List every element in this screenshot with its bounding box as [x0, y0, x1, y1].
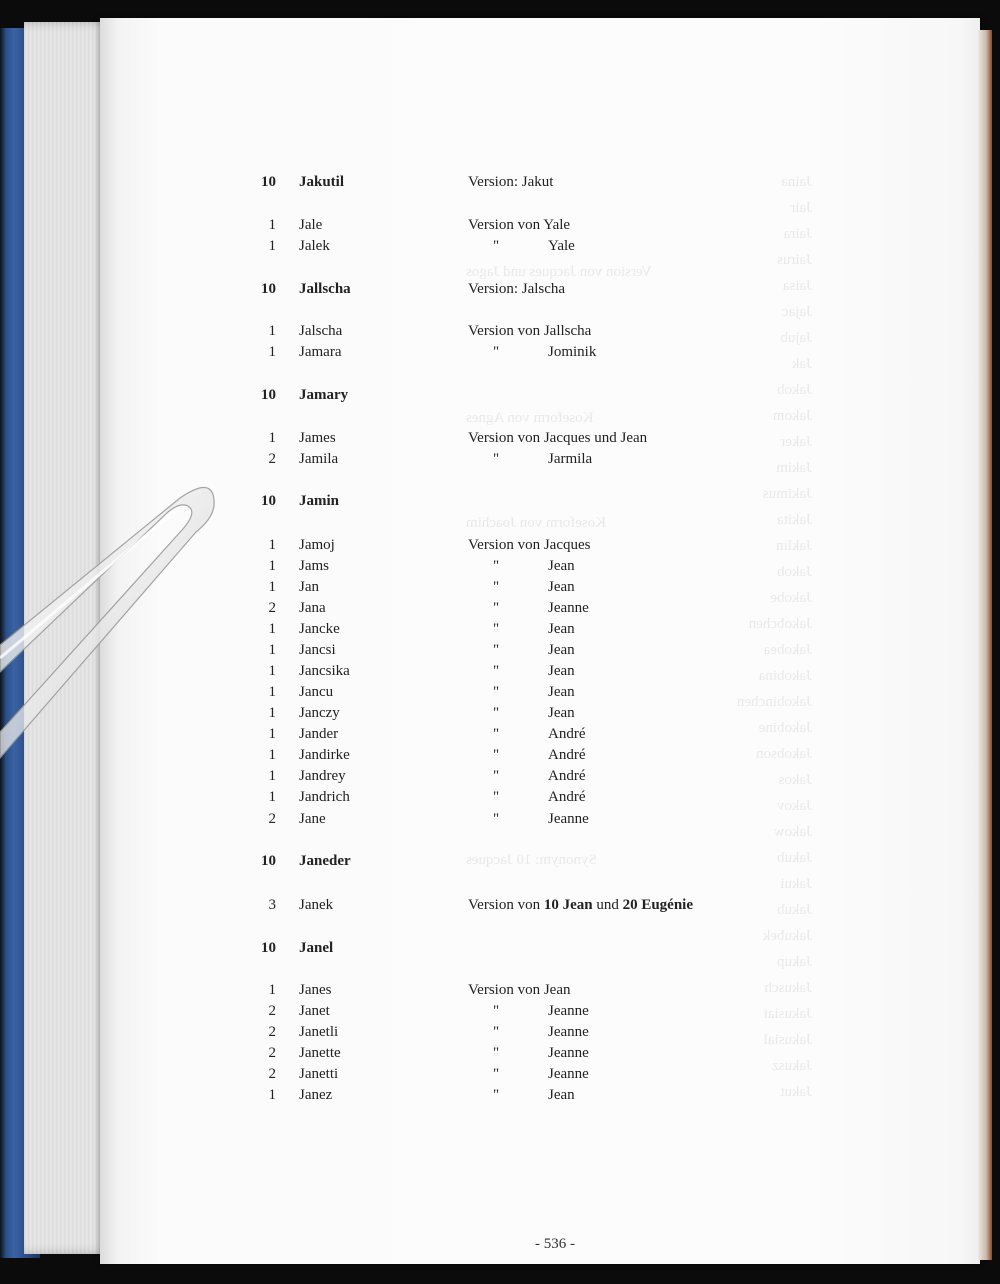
bleed-through-name: Jakut	[780, 1084, 812, 1100]
entry-number: 1	[268, 621, 276, 637]
bleed-through-name: Jairus	[777, 252, 812, 268]
entry-name: Jamin	[299, 493, 340, 509]
entry-reference: Jeanne	[548, 1024, 589, 1040]
entry-number: 1	[268, 684, 276, 700]
entry-number: 1	[268, 344, 276, 360]
bleed-through-name: Jakob	[777, 382, 812, 398]
entry-reference: Jean	[548, 684, 575, 700]
entry-reference: André	[548, 726, 586, 742]
entry-reference: Jeanne	[548, 1003, 589, 1019]
bleed-through-line: Synonym: 10 Jacques	[466, 852, 597, 868]
entry-number: 2	[268, 1024, 276, 1040]
bleed-through-name: Jair	[790, 200, 812, 216]
entry-reference: Jean	[548, 621, 575, 637]
entry-name: Jalek	[299, 238, 330, 254]
name-entry-row	[0, 853, 1000, 874]
entry-name: Janetti	[299, 1066, 339, 1082]
name-entry-row	[0, 940, 1000, 961]
bleed-through-name: Jajub	[780, 330, 812, 346]
entry-name: Jakutil	[299, 174, 345, 190]
ditto-mark: "	[493, 238, 500, 254]
entry-number: 1	[268, 705, 276, 721]
entry-name: Jana	[299, 600, 326, 616]
entry-reference: Jominik	[548, 344, 597, 360]
entry-reference: Jean	[548, 1087, 575, 1103]
ditto-mark: "	[493, 1024, 500, 1040]
bleed-through-name: Jaklin	[776, 538, 812, 554]
entry-number: 1	[268, 642, 276, 658]
name-entry-row	[0, 451, 1000, 472]
entry-number: 1	[268, 726, 276, 742]
entry-description-part: Version von	[468, 897, 544, 913]
bleed-through-name: Jakobea	[763, 642, 812, 658]
entry-description: Version von Jacques und Jean	[468, 430, 648, 446]
bleed-through-name: Jaker	[780, 434, 812, 450]
bleed-through-name: Jakobson	[756, 746, 812, 762]
entry-name: Janes	[299, 982, 332, 998]
entry-number: 1	[268, 982, 276, 998]
ditto-mark: "	[493, 1045, 500, 1061]
entry-name: Jams	[299, 558, 329, 574]
entry-reference: André	[548, 768, 586, 784]
ditto-mark: "	[493, 451, 500, 467]
entry-reference: Jean	[548, 663, 575, 679]
entry-name: Jalscha	[299, 323, 343, 339]
bleed-through-name: Jaira	[783, 226, 812, 242]
entry-name: Jandrich	[299, 789, 350, 805]
entry-name: Jancsika	[299, 663, 350, 679]
ditto-mark: "	[493, 558, 500, 574]
entry-name: Jander	[299, 726, 339, 742]
entry-name: Jane	[299, 811, 326, 827]
name-entry-row	[0, 1024, 1000, 1045]
entry-number: 10	[261, 281, 276, 297]
entry-number: 1	[268, 558, 276, 574]
name-entry-row	[0, 1045, 1000, 1066]
bleed-through-name: Jaina	[781, 174, 812, 190]
bleed-through-name: Jakos	[778, 772, 812, 788]
name-entry-row	[0, 1066, 1000, 1087]
entry-name: Janeder	[299, 853, 351, 869]
entry-description: Version: Jalscha	[468, 281, 566, 297]
bleed-through-name: Jakusiai	[763, 1006, 812, 1022]
entry-number: 10	[261, 174, 276, 190]
ditto-mark: "	[493, 1003, 500, 1019]
entry-name: Janette	[299, 1045, 341, 1061]
bleed-through-name: Jakobinchen	[737, 694, 812, 710]
name-entry-row	[0, 430, 1000, 451]
name-entry-row	[0, 1003, 1000, 1024]
bleed-through-line: Koseform von Agnes	[466, 410, 594, 426]
entry-number: 10	[261, 940, 276, 956]
bleed-through-name: Jakobina	[758, 668, 812, 684]
entry-number: 1	[268, 537, 276, 553]
entry-number: 1	[268, 1087, 276, 1103]
entry-reference: André	[548, 747, 586, 763]
name-entry-row	[0, 387, 1000, 408]
entry-number: 1	[268, 768, 276, 784]
entry-number: 10	[261, 387, 276, 403]
entry-description: Version von Jacques	[468, 537, 591, 553]
bleed-through-name: Jakusz	[772, 1058, 812, 1074]
entry-reference: Jean	[548, 579, 575, 595]
entry-description: Version: Jakut	[468, 174, 554, 190]
entry-reference-bold: 10 Jean	[543, 897, 593, 913]
entry-reference: Jean	[548, 705, 575, 721]
entry-reference: Jeanne	[548, 811, 589, 827]
name-entry-row	[0, 982, 1000, 1003]
bleed-through-name: Jakubek	[762, 928, 812, 944]
entry-number: 1	[268, 663, 276, 679]
ditto-mark: "	[493, 344, 500, 360]
name-entry-row	[0, 789, 1000, 810]
bleed-through-name: Jakobchen	[748, 616, 812, 632]
entry-description	[468, 897, 693, 914]
entry-name: Jan	[299, 579, 319, 595]
entry-name: Janek	[299, 897, 334, 913]
bleed-through-line: Version von Jacques und Jagos	[466, 264, 652, 280]
name-entry-row	[0, 174, 1000, 195]
entry-number: 2	[268, 1045, 276, 1061]
bleed-through-name: Jakub	[777, 850, 812, 866]
entry-reference: Jean	[548, 642, 575, 658]
entry-name: James	[299, 430, 336, 446]
name-entry-row	[0, 897, 1000, 918]
pen-clip-icon	[0, 470, 230, 760]
bleed-through-name: Jakim	[776, 460, 812, 476]
entry-reference: Jeanne	[548, 1066, 589, 1082]
bleed-through-name: Jakusch	[764, 980, 812, 996]
bleed-through-name: Jakom	[772, 408, 812, 424]
entry-name: Jale	[299, 217, 323, 233]
entry-number: 1	[268, 747, 276, 763]
entry-description-part: und	[592, 897, 623, 913]
entry-reference: Yale	[548, 238, 575, 254]
ditto-mark: "	[493, 642, 500, 658]
page-number: - 536 -	[535, 1236, 575, 1252]
ditto-mark: "	[493, 600, 500, 616]
entry-reference: Jeanne	[548, 600, 589, 616]
ditto-mark: "	[493, 1087, 500, 1103]
entry-number: 1	[268, 789, 276, 805]
entry-name: Jancu	[299, 684, 334, 700]
entry-name: Jamary	[299, 387, 349, 403]
entry-number: 1	[268, 323, 276, 339]
bleed-through-name: Jakimus	[762, 486, 812, 502]
entry-name: Janet	[299, 1003, 330, 1019]
entry-number: 2	[268, 1066, 276, 1082]
bleed-through-name: Jakub	[777, 902, 812, 918]
entry-number: 2	[268, 811, 276, 827]
bleed-through-name: Jakui	[780, 876, 812, 892]
ditto-mark: "	[493, 621, 500, 637]
entry-reference: Jean	[548, 558, 575, 574]
bleed-through-name: Jakusial	[763, 1032, 812, 1048]
entry-number: 2	[268, 1003, 276, 1019]
entry-name: Jancsi	[299, 642, 336, 658]
name-entry-row	[0, 344, 1000, 365]
entry-description: Version von Jallscha	[468, 323, 592, 339]
entry-name: Jamoj	[299, 537, 335, 553]
name-entry-row	[0, 238, 1000, 259]
entry-number: 2	[268, 451, 276, 467]
ditto-mark: "	[493, 747, 500, 763]
entry-reference-bold: 20 Eugénie	[622, 897, 694, 913]
ditto-mark: "	[493, 768, 500, 784]
ditto-mark: "	[493, 705, 500, 721]
bleed-through-line: Koseform von Joachim	[466, 515, 606, 531]
entry-number: 10	[261, 853, 276, 869]
bleed-through-name: Jakow	[773, 824, 812, 840]
entry-number: 1	[268, 579, 276, 595]
bleed-through-name: Jak	[792, 356, 812, 372]
ditto-mark: "	[493, 579, 500, 595]
bleed-through-name: Jakobe	[770, 590, 812, 606]
ditto-mark: "	[493, 1066, 500, 1082]
bleed-through-name: Jajac	[782, 304, 812, 320]
name-entry-row	[0, 217, 1000, 238]
entry-name: Janez	[299, 1087, 333, 1103]
entry-description: Version von Yale	[468, 217, 571, 233]
bleed-through-name: Jakobine	[758, 720, 812, 736]
entry-description: Version von Jean	[468, 982, 571, 998]
ditto-mark: "	[493, 811, 500, 827]
entry-number: 1	[268, 238, 276, 254]
entry-name: Janetli	[299, 1024, 339, 1040]
name-entry-row	[0, 1087, 1000, 1108]
ditto-mark: "	[493, 789, 500, 805]
bleed-through-name: Jakov	[777, 798, 812, 814]
entry-name: Jamara	[299, 344, 342, 360]
entry-name: Jancke	[299, 621, 340, 637]
bleed-through-name: Jakup	[777, 954, 812, 970]
entry-name: Jandirke	[299, 747, 350, 763]
entry-reference: Jeanne	[548, 1045, 589, 1061]
entry-number: 1	[268, 217, 276, 233]
name-entry-row	[0, 281, 1000, 302]
entry-number: 2	[268, 600, 276, 616]
entry-reference: Jarmila	[548, 451, 593, 467]
name-entry-row	[0, 811, 1000, 832]
entry-number: 1	[268, 430, 276, 446]
entry-number: 10	[261, 493, 276, 509]
ditto-mark: "	[493, 663, 500, 679]
ditto-mark: "	[493, 726, 500, 742]
entry-name: Janczy	[299, 705, 340, 721]
entry-name: Jamila	[299, 451, 339, 467]
bleed-through-name: Jaisa	[782, 278, 812, 294]
entry-reference: André	[548, 789, 586, 805]
entry-number: 3	[268, 897, 276, 913]
name-entry-row	[0, 323, 1000, 344]
entry-name: Jallscha	[299, 281, 351, 297]
ditto-mark: "	[493, 684, 500, 700]
entry-name: Janel	[299, 940, 334, 956]
bleed-through-name: Jakita	[777, 512, 812, 528]
bleed-through-name: Jakob	[777, 564, 812, 580]
entry-name: Jandrey	[299, 768, 346, 784]
name-entry-row	[0, 768, 1000, 789]
